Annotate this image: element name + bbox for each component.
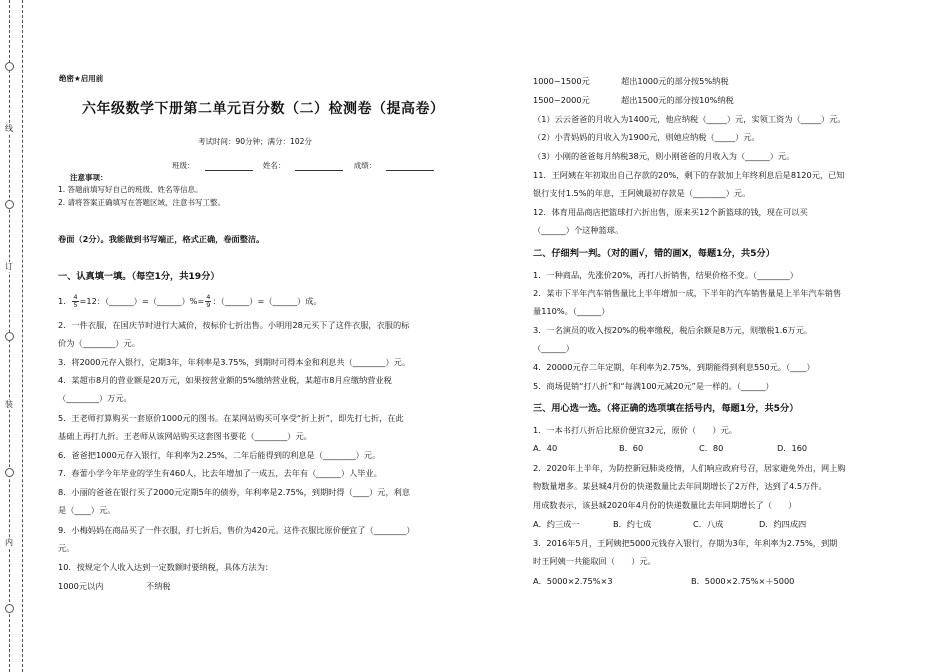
binding-dashed-line-inner — [22, 0, 23, 672]
choice-question-3-line-1: 3．2016年5月，王阿姨把5000元钱存入银行，存期为3年，年利率为2.75%，到期 — [533, 538, 838, 548]
student-fields — [172, 160, 442, 171]
page-title: 六年级数学下册第二单元百分数（二）检测卷（提高卷） — [82, 101, 445, 117]
neatness-note: 卷面（2分）。我能做到书写端正，格式正确，卷面整洁。 — [58, 234, 265, 244]
judge-question-5: 5．商场促销“打八折”和“每满100元减20元”是一样的。（______） — [533, 381, 774, 391]
note-item: 2. 请将答案正确填写在答题区域，注意书写工整。 — [58, 198, 226, 207]
choice-option: A．5000×2.75%×3 — [533, 576, 613, 586]
question-11-line-2: 银行支付1.5%的年息，王阿姨最初存款是（________）元。 — [533, 188, 751, 198]
choice-option: C．八成 — [693, 519, 724, 529]
binding-marker-nei: 内 — [5, 538, 13, 547]
score-label: 成绩： — [353, 161, 377, 170]
question-7: 7．春蕾小学今年毕业的学生有460人，比去年增加了一成五，去年有（______）人毕业。 — [58, 468, 382, 478]
tax-row-range: 1000元以内 — [58, 581, 104, 591]
question-1: 1． $\frac{4}{5}$ =12：（______）=（______）%= $\frac{4}{9}$ ：（______）=（______）成。 — [58, 293, 322, 309]
question-12-line-1: 12．体育用品商店把篮球打六折出售，原来买12个新篮球的钱，现在可以买 — [533, 207, 808, 217]
binding-circle-icon — [5, 332, 14, 341]
question-11-line-1: 11．王阿姨在年初取出自己存款的20%，剩下的存款加上年终利息后是8120元，已知 — [533, 170, 845, 180]
question-12-line-2: （______）个这种篮球。 — [533, 225, 624, 235]
question-4-line-1: 4．某超市8月的营业额是20万元，如果按营业额的5%缴纳营业税，某超市8月应缴纳营业税 — [58, 375, 392, 385]
section-2-title: 二、仔细判一判。（对的画√，错的画X，每题1分，共5分） — [533, 248, 775, 259]
tax-row-range: 1000~1500元 — [533, 76, 590, 86]
judge-question-3-line-1: 3．一名演员的收入按20%的税率缴税，税后余额是8万元，则缴税1.6万元。 — [533, 325, 813, 335]
name-label: 姓名： — [262, 161, 286, 170]
question-2-line-1: 2．一件衣服，在国庆节时进行大减价，按标价七折出售。小明用28元买下了这件衣服，衣服的标 — [58, 320, 410, 330]
judge-question-2-line-1: 2．某市下半年汽车销售量比上半年增加一成，下半年的汽车销售量是上半年汽车销售 — [533, 288, 842, 298]
question-8-line-1: 8．小丽的爸爸在银行买了2000元定期5年的债券，年利率是2.75%，到期时得（____）元，利息 — [58, 487, 411, 497]
binding-circle-icon — [5, 200, 14, 209]
score-input[interactable] — [386, 162, 434, 171]
tax-row-rule: 不纳税 — [146, 581, 171, 591]
question-6: 6．爸爸把1000元存入银行，年利率为2.25%，二年后能得到的利息是（________）元。 — [58, 450, 381, 460]
judge-question-3-line-2: （______） — [533, 343, 574, 353]
note-item: 1. 答题前填写好自己的班级、姓名等信息。 — [58, 185, 203, 194]
binding-circle-icon — [5, 468, 14, 477]
choice-option: B．60 — [619, 443, 644, 453]
choice-question-2-line-2: 物数量增多。某县城4月份的快递数量比去年同期增长了2万件，达到了4.5万件。 — [533, 481, 827, 491]
binding-marker-ding: 订 — [5, 262, 13, 271]
tax-row-rule: 超出1500元的部分按10%纳税 — [621, 95, 734, 105]
question-8-line-2: 是（____）元。 — [58, 505, 116, 515]
choice-option: A．约三成一 — [533, 519, 580, 529]
question-10-sub-1: （1）云云爸爸的月收入为1400元，他应纳税（_____）元，实领工资为（_____）元。 — [533, 114, 846, 124]
question-9-line-1: 9．小梅妈妈在商品买了一件衣服，打七折后，售价为420元。这件衣服比原价便宜了（________） — [58, 525, 415, 535]
question-2-line-2: 价为（________）元。 — [58, 338, 140, 348]
judge-question-2-line-2: 量110%。（______） — [533, 306, 610, 316]
question-10-sub-2: （2）小青妈妈的月收入为1900元，则她应纳税（_____）元。 — [533, 132, 760, 142]
choice-option: D．约四成四 — [759, 519, 807, 529]
class-label: 班级： — [172, 161, 195, 170]
name-input[interactable] — [295, 162, 343, 171]
tax-row-range: 1500~2000元 — [533, 95, 590, 105]
binding-circle-icon — [5, 604, 14, 613]
binding-marker-zhuang: 装 — [5, 400, 13, 409]
binding-circle-icon — [5, 62, 14, 71]
choice-question-3-line-2: 时王阿姨一共能取回（ ）元。 — [533, 556, 656, 566]
question-10: 10．按规定个人收入达到一定数额时要纳税，具体方法为： — [58, 562, 274, 572]
choice-option: C．80 — [699, 443, 724, 453]
question-5-line-2: 基础上再打九折。王老师从该网站购买这套图书要花（________）元。 — [58, 431, 312, 441]
tax-row-rule: 超出1000元的部分按5%纳税 — [621, 76, 729, 86]
choice-option: D．160 — [777, 443, 808, 453]
class-input[interactable] — [205, 162, 253, 171]
section-3-title: 三、用心选一选。（将正确的选项填在括号内，每题1分，共5分） — [533, 403, 799, 414]
question-5-line-1: 5．王老师打算购买一套原价1000元的图书。在某网站购买可享受“折上折”，即先打七折，在此 — [58, 413, 404, 423]
judge-question-4: 4．20000元存二年定期，年利率为2.75%，到期能得到利息550元。（____） — [533, 362, 815, 372]
section-1-title: 一、认真填一填。（每空1分，共19分） — [58, 271, 220, 282]
notes-title: 注意事项： — [70, 173, 108, 182]
question-4-line-2: （________）万元。 — [58, 393, 132, 403]
question-9-line-2: 元。 — [58, 543, 75, 553]
binding-margin — [0, 0, 48, 672]
fraction-4-9: $\frac{4}{9}$ — [206, 293, 211, 309]
choice-question-2-line-3: 用成数表示，该县城2020年4月份的快递数量比去年同期增长了（ ） — [533, 500, 797, 510]
question-3: 3．将2000元存入银行，定期3年，年利率是3.75%，到期时可得本金和利息共（________）元。 — [58, 357, 411, 367]
choice-option: B．5000×2.75%×＋5000 — [691, 576, 795, 586]
question-10-sub-3: （3）小刚的爸爸每月纳税38元，则小刚爸爸的月收入为（______）元。 — [533, 151, 795, 161]
judge-question-1: 1．一种商品，先涨价20%，再打八折销售，结果价格不变。（________） — [533, 270, 798, 280]
choice-option: A．40 — [533, 443, 558, 453]
choice-option: B．约七成 — [613, 519, 652, 529]
choice-question-2-line-1: 2．2020年上半年，为防控新冠肺炎疫情，人们响应政府号召，居家避免外出，网上购 — [533, 463, 846, 473]
fraction-4-5: $\frac{4}{5}$ — [73, 293, 78, 309]
binding-marker-xian: 线 — [5, 124, 13, 133]
exam-info: 考试时间：90分钟；满分：102分 — [198, 137, 312, 146]
choice-question-1: 1．一本书打八折后比原价便宜32元，原价（ ）元。 — [533, 425, 737, 435]
secret-label: 绝密★启用前 — [59, 74, 104, 83]
